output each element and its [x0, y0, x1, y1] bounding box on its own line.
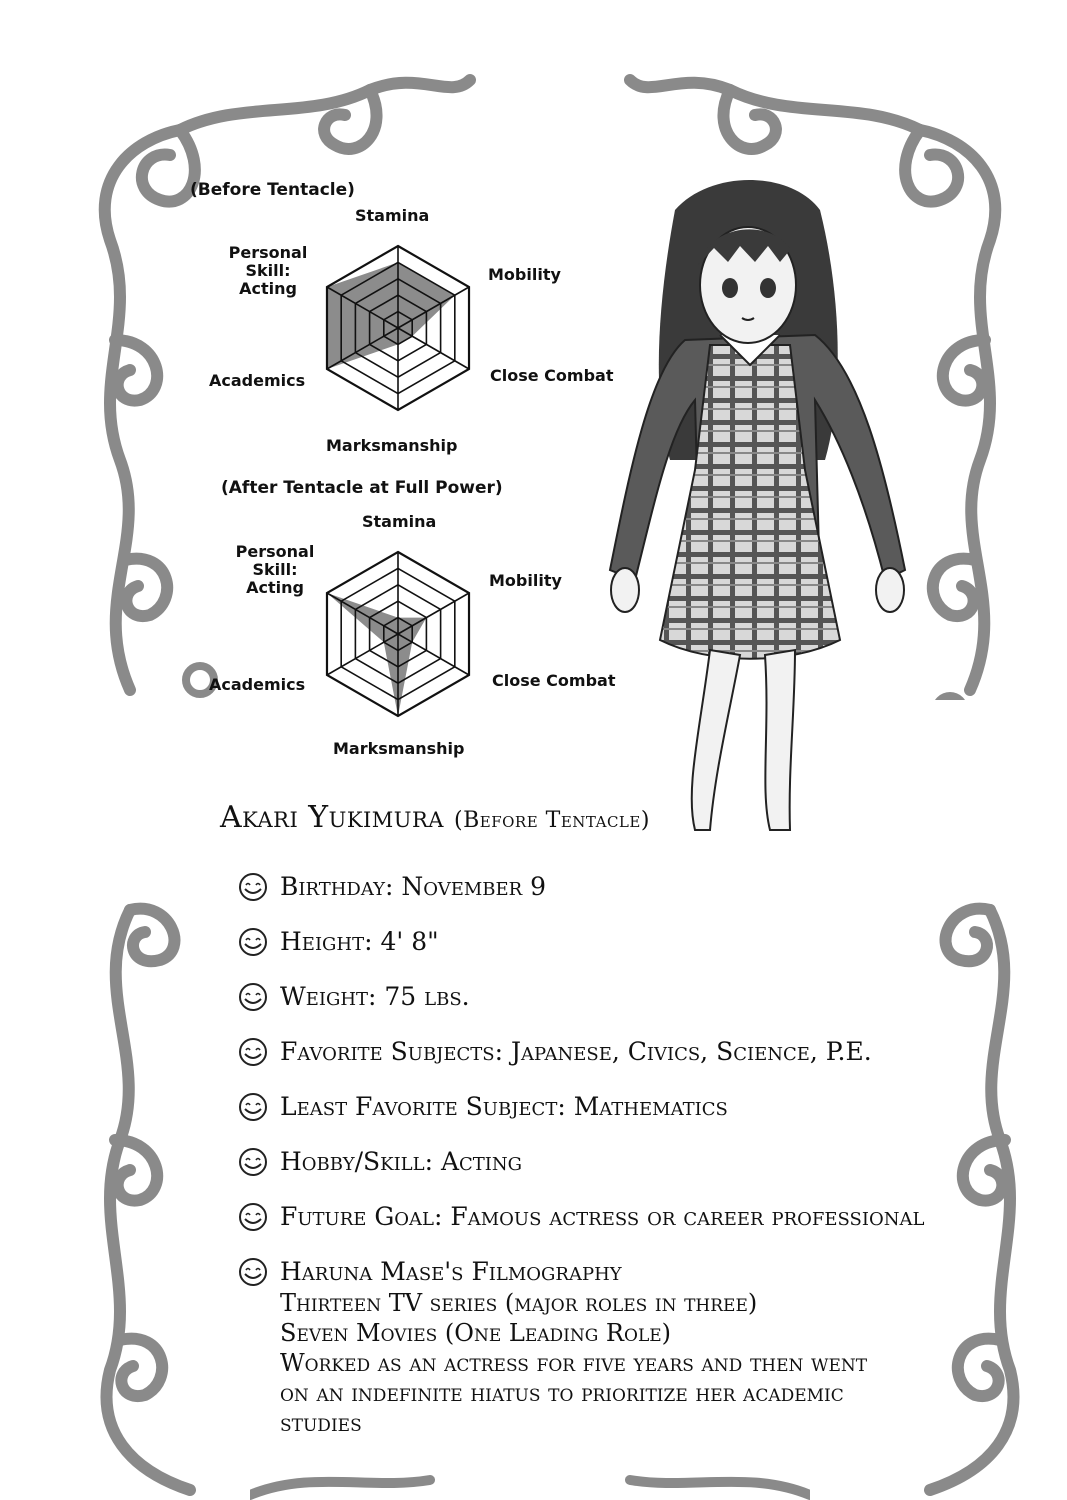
- axis-label-marksmanship: Marksmanship: [326, 436, 458, 455]
- profile-item-text: Least Favorite Subject: Mathematics: [280, 1092, 728, 1121]
- radar-spoke: [398, 593, 469, 634]
- axis-label-close-combat: Close Combat: [490, 366, 614, 385]
- chart-after-title: (After Tentacle at Full Power): [221, 478, 503, 498]
- profile-item-text: Favorite Subjects: Japanese, Civics, Science, P.E.: [280, 1037, 872, 1066]
- filmography-line: on an indefinite hiatus to prioritize her academic: [280, 1379, 844, 1407]
- profile-item-text: Haruna Mase's Filmography: [280, 1257, 622, 1286]
- chart-before-title: (Before Tentacle): [190, 180, 355, 200]
- axis-label-stamina: Stamina: [355, 206, 430, 225]
- filmography-line: Seven Movies (One Leading Role): [280, 1319, 672, 1347]
- character-name: Akari Yukimura (Before Tentacle): [220, 800, 650, 835]
- smiley-face-icon: [238, 1202, 268, 1232]
- profile-item-text: Future Goal: Famous actress or career professional: [280, 1202, 925, 1231]
- profile-list: [238, 870, 938, 1438]
- axis-label-mobility: Mobility: [489, 571, 562, 590]
- smiley-face-icon: [238, 982, 268, 1012]
- smiley-face-icon: [238, 927, 268, 957]
- profile-item-text: Hobby/Skill: Acting: [280, 1147, 523, 1176]
- profile-item: [238, 980, 938, 1035]
- smiley-face-icon: [238, 1147, 268, 1177]
- axis-label-personal-skill: Personal Skill: Acting: [235, 542, 315, 597]
- radar-chart-after: [310, 538, 486, 730]
- profile-item: [238, 1035, 938, 1090]
- axis-label-academics: Academics: [209, 371, 306, 390]
- axis-label-academics: Academics: [209, 675, 306, 694]
- profile-item-text: Height: 4' 8": [280, 927, 439, 956]
- smiley-face-icon: [238, 1257, 268, 1287]
- profile-item-text: Birthday: November 9: [280, 872, 547, 901]
- filmography-details: [280, 1288, 938, 1438]
- filmography-line: studies: [280, 1409, 362, 1437]
- profile-item: [238, 925, 938, 980]
- axis-label-close-combat: Close Combat: [492, 671, 616, 690]
- radar-chart-before: [310, 232, 486, 424]
- profile-item: [238, 1090, 938, 1145]
- character-illustration: [590, 170, 910, 835]
- smiley-face-icon: [238, 872, 268, 902]
- filmography-line: Thirteen TV series (major roles in three): [280, 1289, 758, 1317]
- profile-item: [238, 1145, 938, 1200]
- filmography-line: Worked as an actress for five years and then went: [280, 1349, 868, 1377]
- smiley-face-icon: [238, 1092, 268, 1122]
- ornament-bottom-center: [250, 1450, 810, 1500]
- axis-label-personal-skill: Personal Skill: Acting: [228, 243, 308, 298]
- profile-item-text: Weight: 75 lbs.: [280, 982, 470, 1011]
- profile-item: [238, 1200, 938, 1255]
- axis-label-mobility: Mobility: [488, 265, 561, 284]
- radar-spoke: [327, 593, 398, 634]
- radar-spoke: [398, 328, 469, 369]
- axis-label-marksmanship: Marksmanship: [333, 739, 465, 758]
- axis-label-stamina: Stamina: [362, 512, 437, 531]
- smiley-face-icon: [238, 1037, 268, 1067]
- profile-item: [238, 870, 938, 925]
